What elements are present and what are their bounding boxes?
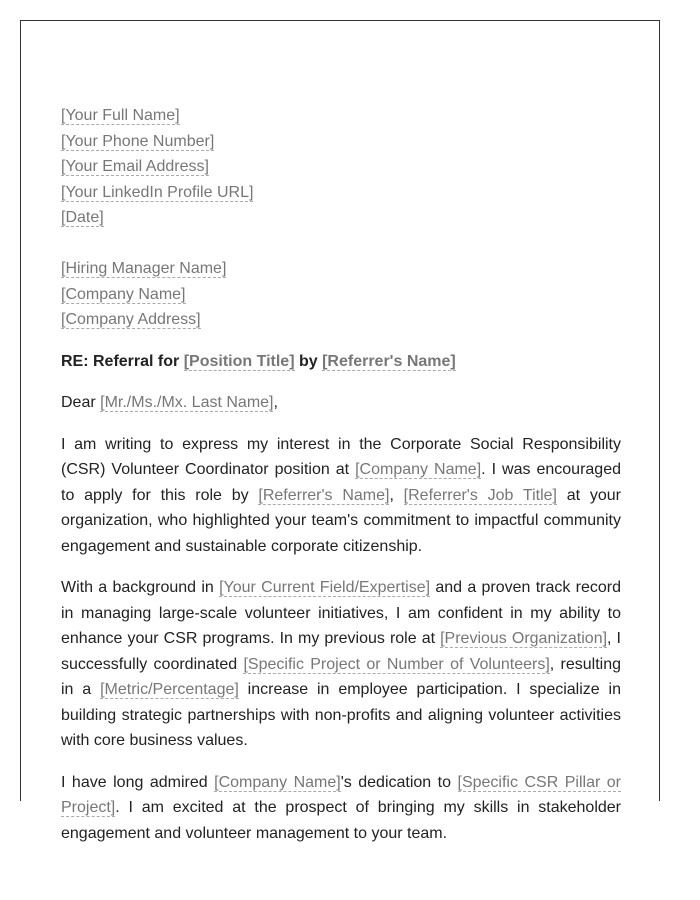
p2-text-2: and a proven track record in managing large-scale volunteer initiatives, I am confident in my ability to enhance your CSR programs. In my previous role at [61,579,622,647]
p2-text-4: , resulting in a [61,655,621,698]
sender-block [61,103,621,231]
recipient-block [61,256,621,333]
position-title-placeholder[interactable]: [Position Title] [183,352,295,370]
p2-metric-placeholder[interactable]: [Metric/Percentage] [100,681,239,698]
p1-text-4: at your organization, who highlighted your team's commitment to impactful community engagement and sustainable corporate citizenship. [61,486,621,555]
p2-text-5: increase in employee participation. I specialize in building strategic partnerships with non-profits and aligning volunteer activities with core business values. [61,681,622,749]
p2-text-3: , I successfully coordinated [61,630,622,673]
sender-phone-placeholder[interactable]: [Your Phone Number] [61,132,215,150]
p3-company-placeholder[interactable]: [Company Name] [214,773,341,791]
sender-email-placeholder[interactable]: [Your Email Address] [61,158,209,175]
p3-text-1: I have long admired [61,773,215,791]
p1-text-1: I am writing to express my interest in the Corporate Social Responsibility (CSR) Volunteer Coordinator position at [61,435,621,478]
p3-text-3: . I am excited at the prospect of bringing my skills in stakeholder engagement and volunteer management to your team. [61,799,621,842]
subject-by: by [294,352,323,370]
p1-referrer-placeholder[interactable]: [Referrer's Name] [258,486,390,504]
p2-project-placeholder[interactable]: [Specific Project or Number of Volunteers] [243,655,550,673]
letter-content [61,103,621,846]
p2-field-placeholder[interactable]: [Your Current Field/Expertise] [219,579,431,596]
p3-text-2: 's dedication to [340,773,458,791]
p2-previous-org-placeholder[interactable]: [Previous Organization] [440,630,608,647]
p3-csr-pillar-placeholder[interactable]: [Specific CSR Pillar or Project] [61,773,622,816]
subject-line [61,349,621,375]
subject-prefix: RE: Referral for [61,352,184,370]
p2-text-1: With a background in [61,579,220,596]
referrer-name-placeholder[interactable]: [Referrer's Name] [322,352,456,370]
sender-name-placeholder[interactable]: [Your Full Name] [61,107,180,124]
body-paragraph-1 [61,432,621,560]
p1-referrer-title-placeholder[interactable]: [Referrer's Job Title] [403,486,557,504]
sender-linkedin-placeholder[interactable]: [Your LinkedIn Profile URL] [61,183,254,201]
company-address-placeholder[interactable]: [Company Address] [61,311,201,328]
letter-page [20,20,660,842]
date-placeholder[interactable]: [Date] [61,209,104,226]
p1-text-2: . I was encouraged to apply for this role by [61,461,621,504]
spacer [61,231,621,257]
recipient-last-name-placeholder[interactable]: [Mr./Ms./Mx. Last Name] [100,394,274,411]
salutation-suffix: , [273,394,278,411]
hiring-manager-placeholder[interactable]: [Hiring Manager Name] [61,260,227,277]
p1-company-placeholder[interactable]: [Company Name] [355,461,482,478]
company-name-placeholder[interactable]: [Company Name] [61,285,186,303]
salutation-prefix: Dear [61,394,101,411]
p1-text-3: , [389,486,404,504]
body-paragraph-2 [61,575,621,754]
salutation [61,390,621,416]
body-paragraph-3 [61,770,621,847]
